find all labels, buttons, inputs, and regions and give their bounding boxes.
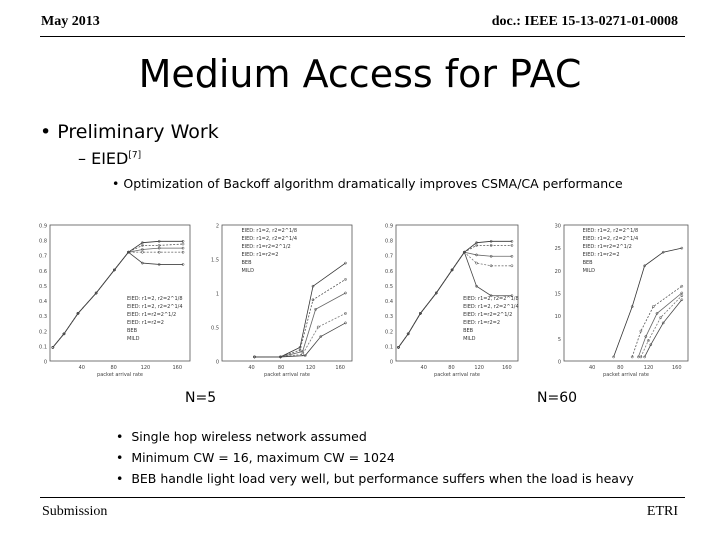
plot-n5-delay-legend-entry: EIED: r1=2, r2=2^1/4 <box>241 235 298 242</box>
plot-n5-delay-xtick: 80 <box>277 365 285 371</box>
plot-n60-throughput-marker <box>475 262 477 264</box>
plot-n60-throughput-xtick: 160 <box>502 365 512 371</box>
plot-n60-delay-curve <box>638 293 681 357</box>
plot-n60-throughput-xtick: 80 <box>448 365 455 371</box>
plot-n5-delay-xtick: 120 <box>305 365 316 371</box>
plot-n60-throughput-ytick: 0 <box>389 359 393 366</box>
plot-n60-throughput-ytick: 0.1 <box>385 344 393 351</box>
plot-n5-throughput-legend-entry: EIED: r1=r2=2 <box>127 319 164 326</box>
plot-n60-delay-xtick: 160 <box>671 365 682 371</box>
header-rule <box>40 36 685 37</box>
plot-n5-delay-curve <box>255 279 346 357</box>
plot-n60-throughput-legend-entry: EIED: r1=r2=2^1/2 <box>463 311 513 318</box>
footer-org: ETRI <box>646 504 678 519</box>
plot-n60-delay-marker <box>640 330 642 332</box>
plot-n60-throughput-legend-entry: EIED: r1=r2=2 <box>463 319 501 326</box>
slide-title: Medium Access for PAC <box>138 52 582 96</box>
plot-n60-delay-xlabel: packet arrival rate <box>603 372 649 378</box>
bullet-level2: – EIED[7] <box>78 149 142 168</box>
plot-n5-throughput-legend-entry: MILD <box>127 335 140 342</box>
plot-n5-delay-ytick: 0.5 <box>211 325 219 332</box>
plot-n60-throughput-xtick: 120 <box>474 365 484 371</box>
plot-n5-delay-ytick: 0 <box>215 359 219 366</box>
plot-n5-throughput-ytick: 0.4 <box>39 299 47 306</box>
plot-n5-throughput-xtick: 120 <box>140 365 151 371</box>
plot-n60-delay-legend-entry: EIED: r1=2, r2=2^1/8 <box>582 227 639 234</box>
plot-n60-delay-legend-entry: EIED: r1=r2=2^1/2 <box>582 243 632 250</box>
plot-n60-throughput-ytick: 0.3 <box>385 314 393 321</box>
plot-n5-delay-xtick: 40 <box>248 365 255 371</box>
figure-panels <box>0 213 720 383</box>
footer-rule <box>40 497 685 498</box>
plot-n5-throughput-xlabel: packet arrival rate <box>97 372 143 378</box>
plot-n60-throughput-legend-entry: EIED: r1=2, r2=2^1/4 <box>463 303 519 310</box>
plot-n60-throughput-ytick: 0.5 <box>385 283 393 290</box>
plot-n5-throughput-ytick: 0.6 <box>39 268 47 275</box>
plot-n60-delay-ytick: 30 <box>554 223 561 230</box>
plot-n5-throughput-legend-entry: EIED: r1=r2=2^1/2 <box>127 311 177 318</box>
plot-n60-throughput-ytick: 0.4 <box>385 299 393 306</box>
header-date: May 2013 <box>41 14 100 29</box>
plot-n60-delay-legend-entry: EIED: r1=2, r2=2^1/4 <box>582 235 639 242</box>
plot-n5-throughput-legend-entry: BEB <box>127 327 138 334</box>
plot-n5-throughput-ytick: 0.9 <box>39 223 47 230</box>
plot-n5-throughput-ytick: 0 <box>43 359 47 366</box>
plot-n5-throughput-xtick: 160 <box>172 365 183 371</box>
plot-n5-delay-xlabel: packet arrival rate <box>264 372 310 378</box>
plot-n5-delay-legend-entry: MILD <box>241 267 254 274</box>
plot-n60-delay-marker <box>681 292 683 294</box>
header-doc-id: doc.: IEEE 15-13-0271-01-0008 <box>491 14 678 29</box>
plot-n5-delay-ytick: 2 <box>215 223 219 230</box>
plot-n60-throughput-marker <box>511 265 513 267</box>
plot-n60-delay-ytick: 0 <box>557 359 561 366</box>
footer-submission: Submission <box>42 504 108 519</box>
plot-n5-throughput-curve <box>53 241 183 347</box>
plot-n5-delay-ytick: 1 <box>215 291 219 298</box>
plot-n60-delay-xtick: 80 <box>617 365 624 371</box>
plot-n5-delay-marker <box>302 353 304 355</box>
plot-n60-delay-ytick: 15 <box>554 291 561 298</box>
plot-n60-throughput-curve <box>398 241 511 347</box>
plot-n5-throughput-ytick: 0.5 <box>39 283 47 290</box>
plot-n60-throughput-legend-entry: MILD <box>463 335 476 342</box>
plot-n5-delay-legend-entry: EIED: r1=r2=2 <box>241 251 279 258</box>
list-item: • Single hop wireless network assumed <box>116 429 367 444</box>
bullet-level1: • Preliminary Work <box>40 121 219 143</box>
plot-n60-throughput-ytick: 0.9 <box>385 223 393 230</box>
plot-n5-delay-xtick: 160 <box>335 365 345 371</box>
plot-n5-throughput-ytick: 0.2 <box>39 329 47 336</box>
plot-n5-delay-marker <box>344 278 346 280</box>
plot-n60-throughput-ytick: 0.6 <box>385 268 393 275</box>
plot-n5-delay-legend-entry: EIED: r1=r2=2^1/2 <box>241 243 291 250</box>
plot-n60-delay-curve <box>632 286 682 357</box>
bullet-level3: • Optimization of Backoff algorithm dramatically improves CSMA/CA performance <box>112 176 623 191</box>
plot-n60-throughput-xtick: 40 <box>420 365 427 371</box>
plot-n5-throughput-ytick: 0.7 <box>39 253 47 260</box>
caption-n60: N=60 <box>537 390 578 406</box>
list-item: • Minimum CW = 16, maximum CW = 1024 <box>116 450 395 465</box>
plot-n60-delay-ytick: 25 <box>554 246 561 253</box>
plot-n60-throughput-ytick: 0.8 <box>385 238 393 245</box>
plot-n60-delay-legend-entry: MILD <box>582 267 596 274</box>
plot-n5-delay-legend-entry: EIED: r1=2, r2=2^1/8 <box>241 227 298 234</box>
plot-n5-throughput-legend-entry: EIED: r1=2, r2=2^1/8 <box>127 295 183 302</box>
plot-n60-delay-ytick: 10 <box>554 314 561 321</box>
plot-n5-delay-curve <box>255 263 346 357</box>
plot-n5-throughput-frame <box>50 225 190 361</box>
plot-n5-throughput-legend-entry: EIED: r1=2, r2=2^1/4 <box>127 303 183 310</box>
plot-n60-throughput-ytick: 0.2 <box>385 329 393 336</box>
plot-n5-throughput-marker <box>182 243 184 245</box>
plot-n5-delay-legend-entry: BEB <box>241 259 252 266</box>
plot-n60-delay-xtick: 40 <box>588 365 596 371</box>
plot-n60-throughput-frame <box>396 225 518 361</box>
plot-n5-throughput-xtick: 40 <box>78 365 86 371</box>
plot-n60-delay-curve <box>614 248 682 357</box>
plot-n60-throughput-legend-entry: EIED: r1=2, r2=2^1/8 <box>463 295 519 302</box>
plot-n60-throughput-xlabel: packet arrival rate <box>434 372 480 378</box>
plot-n60-delay-marker <box>681 295 683 297</box>
plot-n60-delay-legend-entry: EIED: r1=r2=2 <box>582 251 620 258</box>
plot-n5-throughput-xtick: 80 <box>110 365 117 371</box>
plot-n60-throughput-ytick: 0.7 <box>385 253 393 260</box>
plot-n5-throughput-ytick: 0.3 <box>39 314 47 321</box>
plot-n5-delay-ytick: 1.5 <box>211 257 219 264</box>
plot-n5-throughput-ytick: 0.1 <box>39 344 47 351</box>
list-item: • BEB handle light load very well, but performance suffers when the load is heavy <box>116 471 634 486</box>
plot-n60-delay-ytick: 20 <box>554 268 561 275</box>
plot-n60-throughput-legend-entry: BEB <box>463 327 474 334</box>
plot-n5-throughput-ytick: 0.8 <box>39 238 47 245</box>
caption-n5: N=5 <box>185 390 217 406</box>
plot-n60-delay-marker <box>681 299 683 301</box>
plot-n60-delay-ytick: 5 <box>557 336 561 343</box>
plot-n60-delay-marker <box>681 285 683 287</box>
plot-n60-delay-xtick: 120 <box>643 365 654 371</box>
plot-n60-delay-legend-entry: BEB <box>582 259 593 266</box>
